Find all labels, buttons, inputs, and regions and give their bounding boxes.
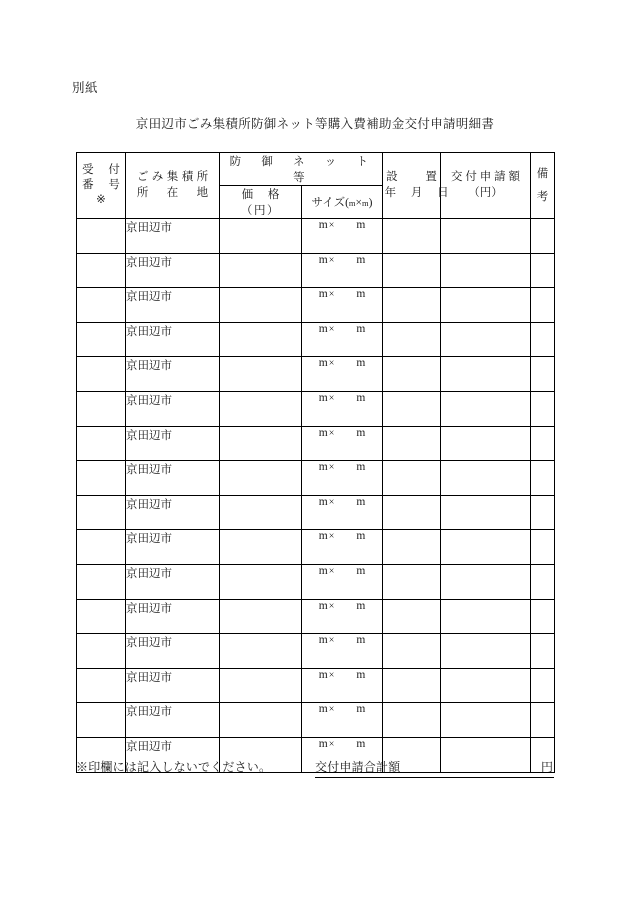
- cell-size[interactable]: [302, 599, 383, 634]
- cell-application-amount[interactable]: [441, 668, 531, 703]
- header-size-unit-left: m: [348, 198, 356, 208]
- header-size-multiply: ×: [355, 197, 363, 209]
- header-location: [126, 153, 220, 219]
- table-row: [77, 322, 555, 357]
- cell-application-amount[interactable]: [441, 219, 531, 254]
- cell-receipt-number[interactable]: [77, 530, 126, 565]
- cell-size-unit-second: m: [356, 668, 366, 681]
- cell-application-amount[interactable]: [441, 703, 531, 738]
- header-remarks-line2: 考: [536, 190, 549, 203]
- cell-location[interactable]: 京田辺市: [126, 322, 220, 357]
- cell-remarks[interactable]: [531, 219, 555, 254]
- cell-receipt-number[interactable]: [77, 461, 126, 496]
- table-row: [77, 288, 555, 323]
- cell-install-date[interactable]: [383, 599, 441, 634]
- cell-location[interactable]: 京田辺市: [126, 634, 220, 669]
- cell-application-amount[interactable]: [441, 288, 531, 323]
- cell-application-amount[interactable]: [441, 564, 531, 599]
- table-row: [77, 391, 555, 426]
- cell-receipt-number[interactable]: [77, 357, 126, 392]
- footer-note: ※印欄には記入しないでください。: [76, 760, 272, 774]
- cell-price[interactable]: [220, 426, 302, 461]
- cell-size-unit-first: m: [318, 703, 328, 716]
- cell-size-unit-first: m: [318, 599, 328, 612]
- cell-location[interactable]: 京田辺市: [126, 219, 220, 254]
- header-location-line2: 所 在 地: [136, 186, 212, 199]
- cell-size[interactable]: [302, 391, 383, 426]
- cell-application-amount[interactable]: [441, 391, 531, 426]
- cell-size-unit-first: m: [318, 495, 328, 508]
- cell-price[interactable]: [220, 703, 302, 738]
- cell-install-date[interactable]: [383, 219, 441, 254]
- header-application-amount-line2: （円）: [468, 186, 503, 199]
- cell-remarks[interactable]: [531, 322, 555, 357]
- cell-install-date[interactable]: [383, 530, 441, 565]
- cell-install-date[interactable]: [383, 634, 441, 669]
- header-remarks: [531, 153, 555, 219]
- cell-size-unit-second: m: [356, 461, 366, 474]
- cell-size-unit-second: m: [356, 564, 366, 577]
- cell-application-amount[interactable]: [441, 357, 531, 392]
- header-protective-net-group: 防 御 ネ ッ ト 等: [220, 153, 383, 186]
- cell-size-unit-first: m: [318, 357, 328, 370]
- table-row: [77, 668, 555, 703]
- cell-size[interactable]: [302, 564, 383, 599]
- cell-install-date[interactable]: [383, 461, 441, 496]
- cell-size-multiply: ×: [328, 704, 335, 716]
- cell-receipt-number[interactable]: [77, 634, 126, 669]
- cell-size-unit-first: m: [318, 634, 328, 647]
- cell-size[interactable]: [302, 530, 383, 565]
- cell-application-amount[interactable]: [441, 461, 531, 496]
- cell-install-date[interactable]: [383, 322, 441, 357]
- cell-remarks[interactable]: [531, 668, 555, 703]
- total-amount-label: 交付申請合計額: [315, 760, 401, 774]
- cell-remarks[interactable]: [531, 357, 555, 392]
- cell-application-amount[interactable]: [441, 322, 531, 357]
- cell-location[interactable]: 京田辺市: [126, 288, 220, 323]
- cell-price[interactable]: [220, 564, 302, 599]
- header-receipt-number-mark: ※: [96, 194, 106, 207]
- cell-receipt-number[interactable]: [77, 253, 126, 288]
- header-application-amount: [441, 153, 531, 219]
- cell-size-unit-second: m: [356, 426, 366, 439]
- cell-price[interactable]: [220, 288, 302, 323]
- header-price-label: 価 格 （円）: [240, 189, 295, 217]
- table-row: [77, 703, 555, 738]
- table-row: [77, 253, 555, 288]
- cell-location[interactable]: 京田辺市: [126, 426, 220, 461]
- cell-location[interactable]: 京田辺市: [126, 599, 220, 634]
- cell-size-unit-second: m: [356, 530, 366, 543]
- header-location-line1: ごみ集積所: [136, 171, 212, 184]
- cell-size-unit-second: m: [356, 288, 366, 301]
- cell-application-amount[interactable]: [441, 530, 531, 565]
- cell-price[interactable]: [220, 668, 302, 703]
- cell-location[interactable]: 京田辺市: [126, 357, 220, 392]
- cell-application-amount[interactable]: [441, 495, 531, 530]
- cell-remarks[interactable]: [531, 461, 555, 496]
- header-size-close: ): [368, 197, 373, 209]
- cell-size-unit-second: m: [356, 253, 366, 266]
- cell-price[interactable]: [220, 634, 302, 669]
- cell-receipt-number[interactable]: [77, 703, 126, 738]
- cell-size[interactable]: [302, 426, 383, 461]
- cell-price[interactable]: [220, 461, 302, 496]
- cell-size-multiply: ×: [328, 254, 335, 266]
- cell-install-date[interactable]: [383, 668, 441, 703]
- cell-size-unit-second: m: [356, 357, 366, 370]
- cell-install-date[interactable]: [383, 703, 441, 738]
- cell-remarks[interactable]: [531, 530, 555, 565]
- cell-install-date[interactable]: [383, 564, 441, 599]
- table-row: [77, 426, 555, 461]
- cell-size[interactable]: [302, 495, 383, 530]
- header-install-date-line2: 年 月 日: [384, 186, 451, 199]
- cell-size[interactable]: [302, 253, 383, 288]
- cell-remarks[interactable]: [531, 599, 555, 634]
- cell-install-date[interactable]: [383, 426, 441, 461]
- cell-size-multiply: ×: [328, 427, 335, 439]
- cell-location[interactable]: 京田辺市: [126, 703, 220, 738]
- cell-size-multiply: ×: [328, 462, 335, 474]
- table-row: [77, 461, 555, 496]
- cell-size-unit-second: m: [356, 391, 366, 404]
- cell-remarks[interactable]: [531, 391, 555, 426]
- cell-remarks[interactable]: [531, 703, 555, 738]
- cell-size-unit-second: m: [356, 322, 366, 335]
- cell-location[interactable]: 京田辺市: [126, 564, 220, 599]
- cell-application-amount[interactable]: [441, 426, 531, 461]
- cell-size[interactable]: [302, 219, 383, 254]
- cell-price[interactable]: [220, 253, 302, 288]
- cell-receipt-number[interactable]: [77, 288, 126, 323]
- total-amount-unit: 円: [540, 760, 553, 774]
- attachment-label: 別紙: [72, 81, 99, 95]
- cell-size[interactable]: [302, 288, 383, 323]
- header-remarks-line1: 備: [536, 168, 549, 181]
- header-price: [220, 186, 302, 219]
- header-receipt-number-line2: 番 号: [82, 178, 122, 191]
- cell-size-unit-first: m: [318, 737, 328, 750]
- cell-remarks[interactable]: [531, 253, 555, 288]
- cell-install-date[interactable]: [383, 391, 441, 426]
- cell-size-multiply: ×: [328, 392, 335, 404]
- header-application-amount-line1: 交 付 申 請 額: [451, 171, 521, 184]
- cell-install-date[interactable]: [383, 253, 441, 288]
- cell-location[interactable]: 京田辺市: [126, 495, 220, 530]
- cell-price[interactable]: [220, 322, 302, 357]
- cell-size-multiply: ×: [328, 358, 335, 370]
- cell-size-unit-second: m: [356, 219, 366, 231]
- table-row: [77, 495, 555, 530]
- table-row: [77, 219, 555, 254]
- footer: [76, 758, 554, 780]
- cell-remarks[interactable]: [531, 564, 555, 599]
- cell-receipt-number[interactable]: [77, 219, 126, 254]
- cell-size[interactable]: [302, 668, 383, 703]
- table-row: [77, 564, 555, 599]
- cell-size-unit-first: m: [318, 391, 328, 404]
- cell-receipt-number[interactable]: [77, 495, 126, 530]
- cell-size-multiply: ×: [328, 323, 335, 335]
- cell-remarks[interactable]: [531, 634, 555, 669]
- table-row: [77, 357, 555, 392]
- cell-price[interactable]: [220, 530, 302, 565]
- header-size-label: サイズ(: [311, 197, 349, 209]
- cell-price[interactable]: [220, 219, 302, 254]
- cell-size-unit-second: m: [356, 495, 366, 508]
- cell-size-multiply: ×: [328, 531, 335, 543]
- application-detail-table: [76, 152, 555, 773]
- header-install-date: [383, 153, 451, 219]
- header-receipt-number-line1: 受 付: [82, 163, 122, 176]
- table-header: [77, 153, 555, 219]
- cell-location[interactable]: 京田辺市: [126, 253, 220, 288]
- cell-size-multiply: ×: [328, 289, 335, 301]
- cell-location[interactable]: 京田辺市: [126, 461, 220, 496]
- cell-receipt-number[interactable]: [77, 599, 126, 634]
- header-receipt-number: [77, 153, 126, 219]
- cell-size-unit-first: m: [318, 219, 328, 231]
- cell-size[interactable]: [302, 357, 383, 392]
- cell-receipt-number[interactable]: [77, 564, 126, 599]
- cell-size-multiply: ×: [328, 669, 335, 681]
- table-row: [77, 530, 555, 565]
- cell-size[interactable]: [302, 703, 383, 738]
- cell-price[interactable]: [220, 391, 302, 426]
- cell-receipt-number[interactable]: [77, 668, 126, 703]
- cell-application-amount[interactable]: [441, 253, 531, 288]
- cell-install-date[interactable]: [383, 357, 441, 392]
- cell-size-multiply: ×: [328, 565, 335, 577]
- total-amount-field[interactable]: [315, 758, 554, 778]
- cell-size-multiply: ×: [328, 738, 335, 750]
- cell-size[interactable]: [302, 461, 383, 496]
- cell-size-multiply: ×: [328, 496, 335, 508]
- cell-size-unit-second: m: [356, 737, 366, 750]
- cell-receipt-number[interactable]: [77, 426, 126, 461]
- cell-size[interactable]: [302, 634, 383, 669]
- table-body: [77, 219, 555, 773]
- cell-size-multiply: ×: [328, 635, 335, 647]
- cell-size-unit-second: m: [356, 634, 366, 647]
- cell-location[interactable]: 京田辺市: [126, 737, 220, 772]
- cell-location[interactable]: 京田辺市: [126, 530, 220, 565]
- table-row: [77, 599, 555, 634]
- cell-size-unit-first: m: [318, 564, 328, 577]
- cell-size-multiply: ×: [328, 220, 335, 231]
- cell-location[interactable]: 京田辺市: [126, 668, 220, 703]
- cell-receipt-number[interactable]: [77, 391, 126, 426]
- cell-price[interactable]: [220, 357, 302, 392]
- cell-price[interactable]: [220, 495, 302, 530]
- cell-size-unit-first: m: [318, 461, 328, 474]
- header-size: [302, 186, 383, 219]
- cell-remarks[interactable]: [531, 495, 555, 530]
- header-install-date-line1: 設 置: [386, 171, 439, 184]
- cell-size-unit-first: m: [318, 288, 328, 301]
- cell-application-amount[interactable]: [441, 634, 531, 669]
- cell-remarks[interactable]: [531, 288, 555, 323]
- cell-install-date[interactable]: [383, 495, 441, 530]
- cell-install-date[interactable]: [383, 288, 441, 323]
- table-row: [77, 634, 555, 669]
- cell-size-unit-first: m: [318, 426, 328, 439]
- cell-receipt-number[interactable]: [77, 322, 126, 357]
- cell-application-amount[interactable]: [441, 599, 531, 634]
- cell-size-unit-first: m: [318, 253, 328, 266]
- cell-size[interactable]: [302, 322, 383, 357]
- cell-size-unit-second: m: [356, 599, 366, 612]
- page-title: 京田辺市ごみ集積所防御ネット等購入費補助金交付申請明細書: [135, 117, 495, 131]
- cell-size-unit-second: m: [356, 703, 366, 716]
- cell-size-unit-first: m: [318, 530, 328, 543]
- cell-location[interactable]: 京田辺市: [126, 391, 220, 426]
- cell-size-multiply: ×: [328, 600, 335, 612]
- cell-remarks[interactable]: [531, 426, 555, 461]
- cell-price[interactable]: [220, 599, 302, 634]
- cell-size-unit-first: m: [318, 668, 328, 681]
- header-size-unit-right: m: [362, 198, 369, 208]
- cell-size-unit-first: m: [318, 322, 328, 335]
